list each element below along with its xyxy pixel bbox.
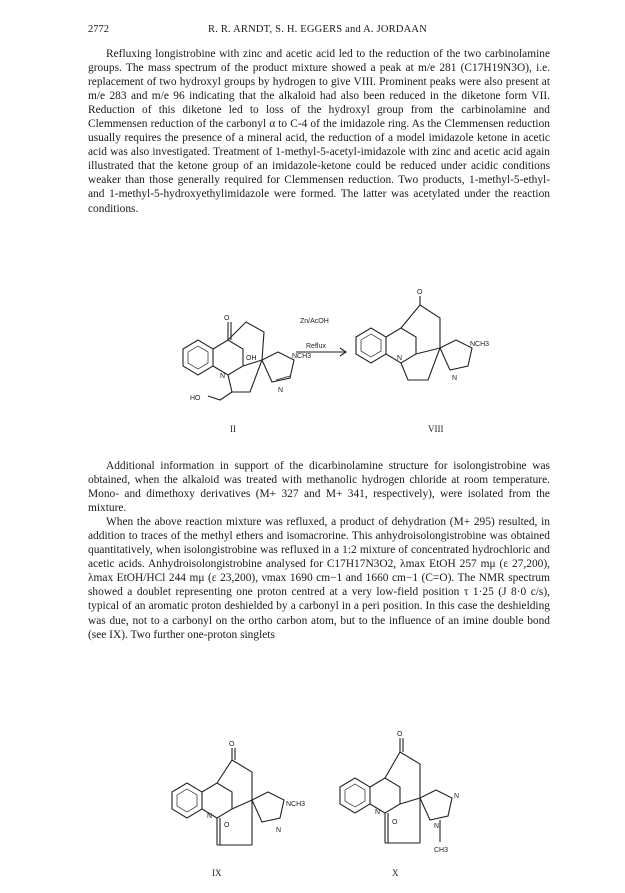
atom-n-ix: N (207, 813, 213, 820)
atom-n4-x: N (434, 823, 440, 830)
atom-nch3-ix: NCH3 (286, 801, 306, 808)
atom-oh-ii: OH (246, 355, 257, 362)
atom-n-ii: N (220, 373, 226, 380)
atom-ch3-x: CH3 (434, 847, 449, 854)
atom-ho-ii: HO (190, 395, 201, 402)
atom-o-ix: O (229, 741, 235, 748)
atom-o2-ix: O (224, 822, 230, 829)
compound-label-ii: II (230, 424, 236, 434)
atom-n3-x: N (454, 793, 460, 800)
compound-label-viii: VIII (428, 424, 444, 434)
compound-label-x: X (392, 868, 399, 878)
atom-nch3-ii: NCH3 (292, 353, 312, 360)
atom-nch3-viii: NCH3 (470, 341, 490, 348)
atom-o2-x: O (392, 819, 398, 826)
paragraph-1: Refluxing longistrobine with zinc and acetic acid led to the reduction of the two carbinolamine groups. The mass spectrum of the product mixture showed a peak at m/e 281 (C17H19N3O), i.e. replacement of two hydroxyl groups by hydrogen to give VIII. Prominent peaks were also present at m/e 283 and m/e 96 indicating that the alkaloid had also been reduced in the diketone form VII. Reduction of this diketone led to loss of the hydroxyl group from the carbinolamine and Clemmensen reduction of the carbonyl α to C-4 of the imidazole ring. As the Clemmensen reduction usually requires the presence of a mineral acid, the reduction of a model imidazole ketone in acetic acid was also investigated. Treatment of 1-methyl-5-acetyl-imidazole with zinc and acetic acid again illustrated that the ketone group of an imidazole-ketone could be reduced under acidic conditions weaker than those generally required for Clemmensen reduction. Two products, 1-methyl-5-ethyl- and 1-methyl-5-hydroxyethylimidazole were formed. The latter was acetylated under the reaction conditions. (88, 48, 550, 215)
page-number: 2772 (88, 24, 109, 35)
structure-compound-ix (172, 741, 305, 845)
compound-label-ix: IX (212, 868, 222, 878)
atom-n2-ii: N (278, 387, 284, 394)
atom-o-viii: O (417, 289, 423, 296)
atom-n-x: N (375, 809, 381, 816)
author-line: R. R. ARNDT, S. H. EGGERS and A. JORDAAN (208, 24, 427, 35)
atom-n2-viii: N (452, 375, 458, 382)
condition-label: Reflux (306, 343, 326, 350)
structure-compound-x (340, 731, 459, 854)
atom-n2-ix: N (276, 827, 282, 834)
atom-o-ii: O (224, 315, 230, 322)
paragraph-3: When the above reaction mixture was refluxed, a product of dehydration (M+ 295) resulted, in addition to traces of the methyl ethers and isomacrorine. This anhydroisolongistrobine was obtained quantitatively, when isolongistrobine was refluxed in a 1:2 mixture of concentrated hydrochloric and acetic acids. Anhydroisolongistrobine analysed for C17H17N3O2, λmax EtOH 257 mμ (ε 27,200), λmax EtOH/HCl 244 mμ (ε 23,200), νmax 1690 cm−1 and 1660 cm−1 (C=O). The NMR spectrum showed a doublet representing one proton centred at a very low-field position τ 1·25 (J 8·0 c/s), typical of an aromatic proton deshielded by a carbonyl in a peri position. In this case the deshielding was due, not to a carbonyl on the ortho carbon atom, but to the influence of an imine double bond (see IX). Two further one-proton singlets (88, 516, 550, 641)
atom-n-viii: N (397, 355, 403, 362)
reagent-label: Zn/AcOH (300, 318, 329, 325)
paragraph-2: Additional information in support of the dicarbinolamine structure for isolongistrobine was obtained, when the alkaloid was treated with methanolic hydrogen chloride at room temperature. Mono- and dimethoxy derivatives (M+ 327 and M+ 341, respectively), were isolated from the mixture. (88, 460, 550, 515)
atom-o-x: O (397, 731, 403, 738)
